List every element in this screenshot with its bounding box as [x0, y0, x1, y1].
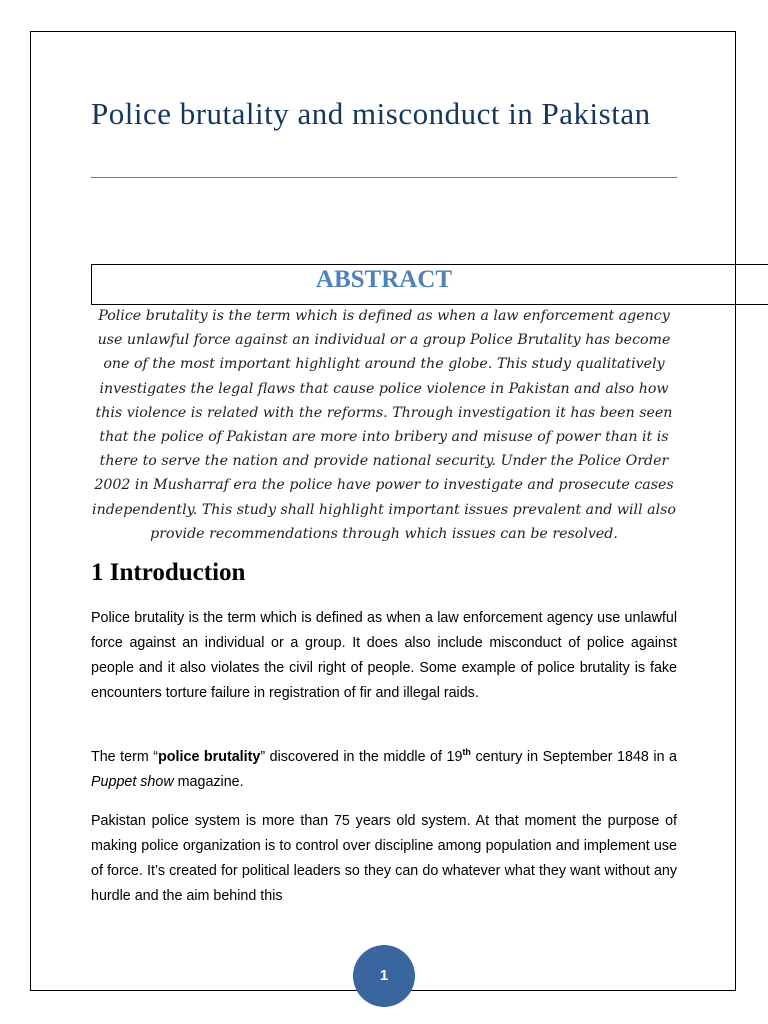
title-underline — [91, 177, 677, 178]
puppet-show-title: Puppet show — [91, 774, 174, 790]
paragraph-2-text-b: ” discovered in the middle of 19 — [260, 749, 463, 765]
intro-paragraph-3: Pakistan police system is more than 75 years old system. At that moment the purpose of making police organization is to control over discipline among population and implement use of force. It’s created for political leaders so they can do whatever what they want without any hurdle and the aim behind this — [91, 813, 677, 904]
document-title: Police brutality and misconduct in Pakistan — [91, 96, 651, 131]
introduction-heading: 1 Introduction — [91, 559, 246, 586]
ordinal-suffix: th — [462, 747, 471, 758]
abstract-text: Police brutality is the term which is defined as when a law enforcement agency use unlawful force against an individual or a group Police Brutality has become one of the most important highlight around the globe. This study qualitatively investigates the legal flaws that cause police violence in Pakistan and also how this violence is related with the reforms. Through investigation it has been seen that the police of Pakistan are more into bribery and misuse of power than it is there to serve the nation and provide national security. Under the Police Order 2002 in Musharraf era the police have power to investigate and prosecute cases independently. This study shall highlight important issues prevalent and will also provide recommendations through which issues can be resolved. — [92, 308, 676, 542]
abstract-heading: ABSTRACT — [315, 266, 453, 293]
paragraph-2-text-d: magazine. — [173, 774, 244, 790]
police-brutality-term: police brutality — [158, 749, 261, 765]
paragraph-2-text-a: The term “ — [91, 749, 159, 765]
page-number-badge: 1 — [353, 945, 415, 1007]
intro-paragraph-1: Police brutality is the term which is defined as when a law enforcement agency use unlawful force against an individual or a group. It does also include misconduct of police against people and it also violates the civil right of people. Some example of police brutality is fake encounters torture failure in registration of fir and illegal raids. — [91, 610, 677, 701]
paragraph-2-text-c: century in September 1848 in a — [470, 749, 678, 765]
intro-paragraph-2 — [91, 745, 677, 795]
